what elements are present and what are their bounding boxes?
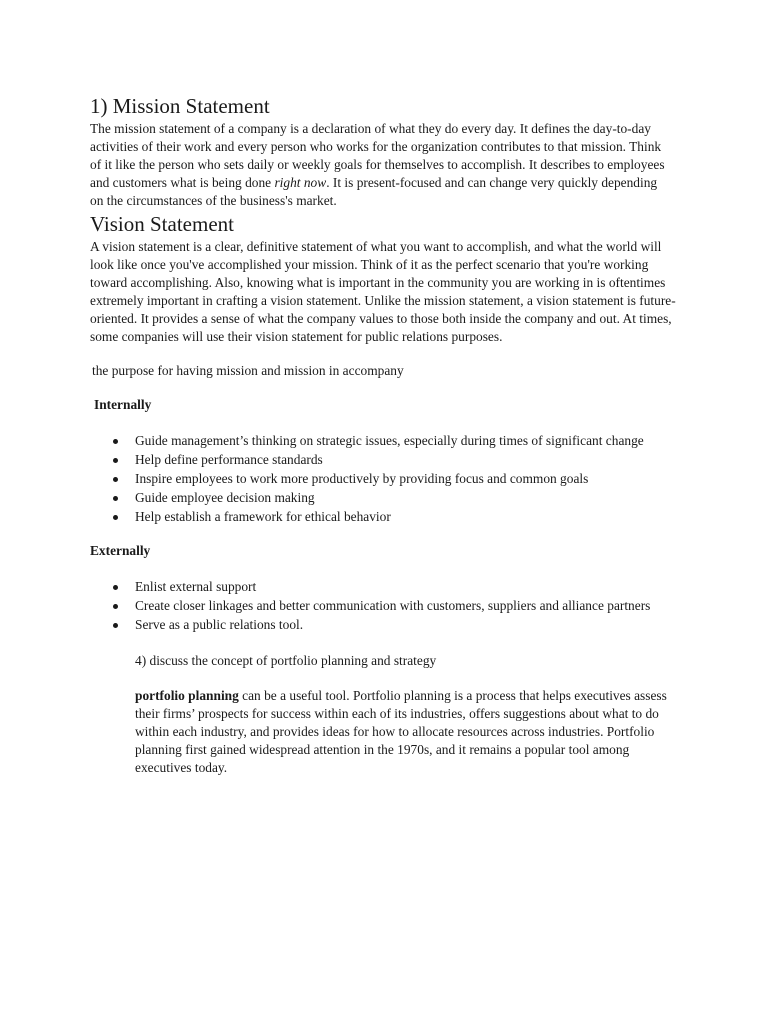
bullet-icon (113, 623, 118, 628)
externally-list (90, 578, 690, 634)
vision-paragraph: A vision statement is a clear, definitive statement of what you want to accomplish, and what the world will look like once you've accomplished your mission. Think of it as the perfect scenario that you're working toward accomplishing. Also, knowing what is important in the community you are working in is oftentimes extremely important in crafting a vision statement. Unlike the mission statement, a vision statement is future-oriented. It provides a sense of what the company values to those both inside the company and out. At times, some companies will use their vision statement for public relations purposes. (90, 239, 676, 344)
purpose-line: the purpose for having mission and mission in accompany (92, 363, 404, 378)
bullet-icon (113, 604, 118, 609)
internally-list (90, 432, 690, 526)
list-item-text: Guide management’s thinking on strategic issues, especially during times of significant change (135, 433, 644, 448)
bullet-icon (113, 477, 118, 482)
portfolio-question: 4) discuss the concept of portfolio planning and strategy (135, 653, 437, 668)
bullet-icon (113, 439, 118, 444)
internally-label: Internally (94, 397, 152, 412)
mission-emphasis: right now (274, 175, 327, 190)
list-item (90, 616, 675, 634)
portfolio-paragraph (135, 687, 685, 777)
portfolio-term: portfolio planning (135, 688, 239, 703)
portfolio-text: can be a useful tool. Portfolio planning is a process that helps executives assess their firms’ prospects for success within each of its industries, offers suggestions about what to do within each industry, and provides ideas for how to allocate resources across industries. Portfolio planning first gained widespread attention in the 1970s, and it remains a popular tool among executives today. (135, 688, 667, 775)
list-item-text: Help establish a framework for ethical behavior (135, 509, 391, 524)
mission-heading: 1) Mission Statement (90, 94, 270, 118)
bullet-icon (113, 496, 118, 501)
mission-text-end: . It is present-focused and can change very quickly depending on the circumstances of the business's market. (90, 175, 658, 208)
bullet-icon (113, 585, 118, 590)
list-item-text: Create closer linkages and better communication with customers, suppliers and alliance partners (135, 598, 651, 613)
list-item-text: Help define performance standards (135, 452, 323, 467)
list-item-text: Guide employee decision making (135, 490, 315, 505)
list-item-text: Enlist external support (135, 579, 257, 594)
list-item (90, 470, 675, 488)
list-item-text: Serve as a public relations tool. (135, 617, 304, 632)
vision-heading: Vision Statement (90, 212, 234, 236)
mission-text-start: The mission statement of a company is a declaration of what they do every day. It defines the day-to-day activities of their work and every person who works for the organization contributes to that mission. Think of it like the person who sets daily or weekly goals for themselves to accomplish. It describes to employees and customers what is being done (90, 121, 665, 190)
list-item (90, 578, 675, 596)
list-item (90, 451, 675, 469)
document-page (90, 92, 690, 777)
list-item (90, 489, 675, 507)
externally-label: Externally (90, 543, 151, 558)
list-item-text: Inspire employees to work more productively by providing focus and common goals (135, 471, 589, 486)
bullet-icon (113, 458, 118, 463)
portfolio-section (135, 652, 690, 777)
list-item (90, 597, 675, 615)
list-item (90, 432, 675, 450)
list-item (90, 508, 675, 526)
mission-paragraph (90, 120, 670, 210)
bullet-icon (113, 515, 118, 520)
